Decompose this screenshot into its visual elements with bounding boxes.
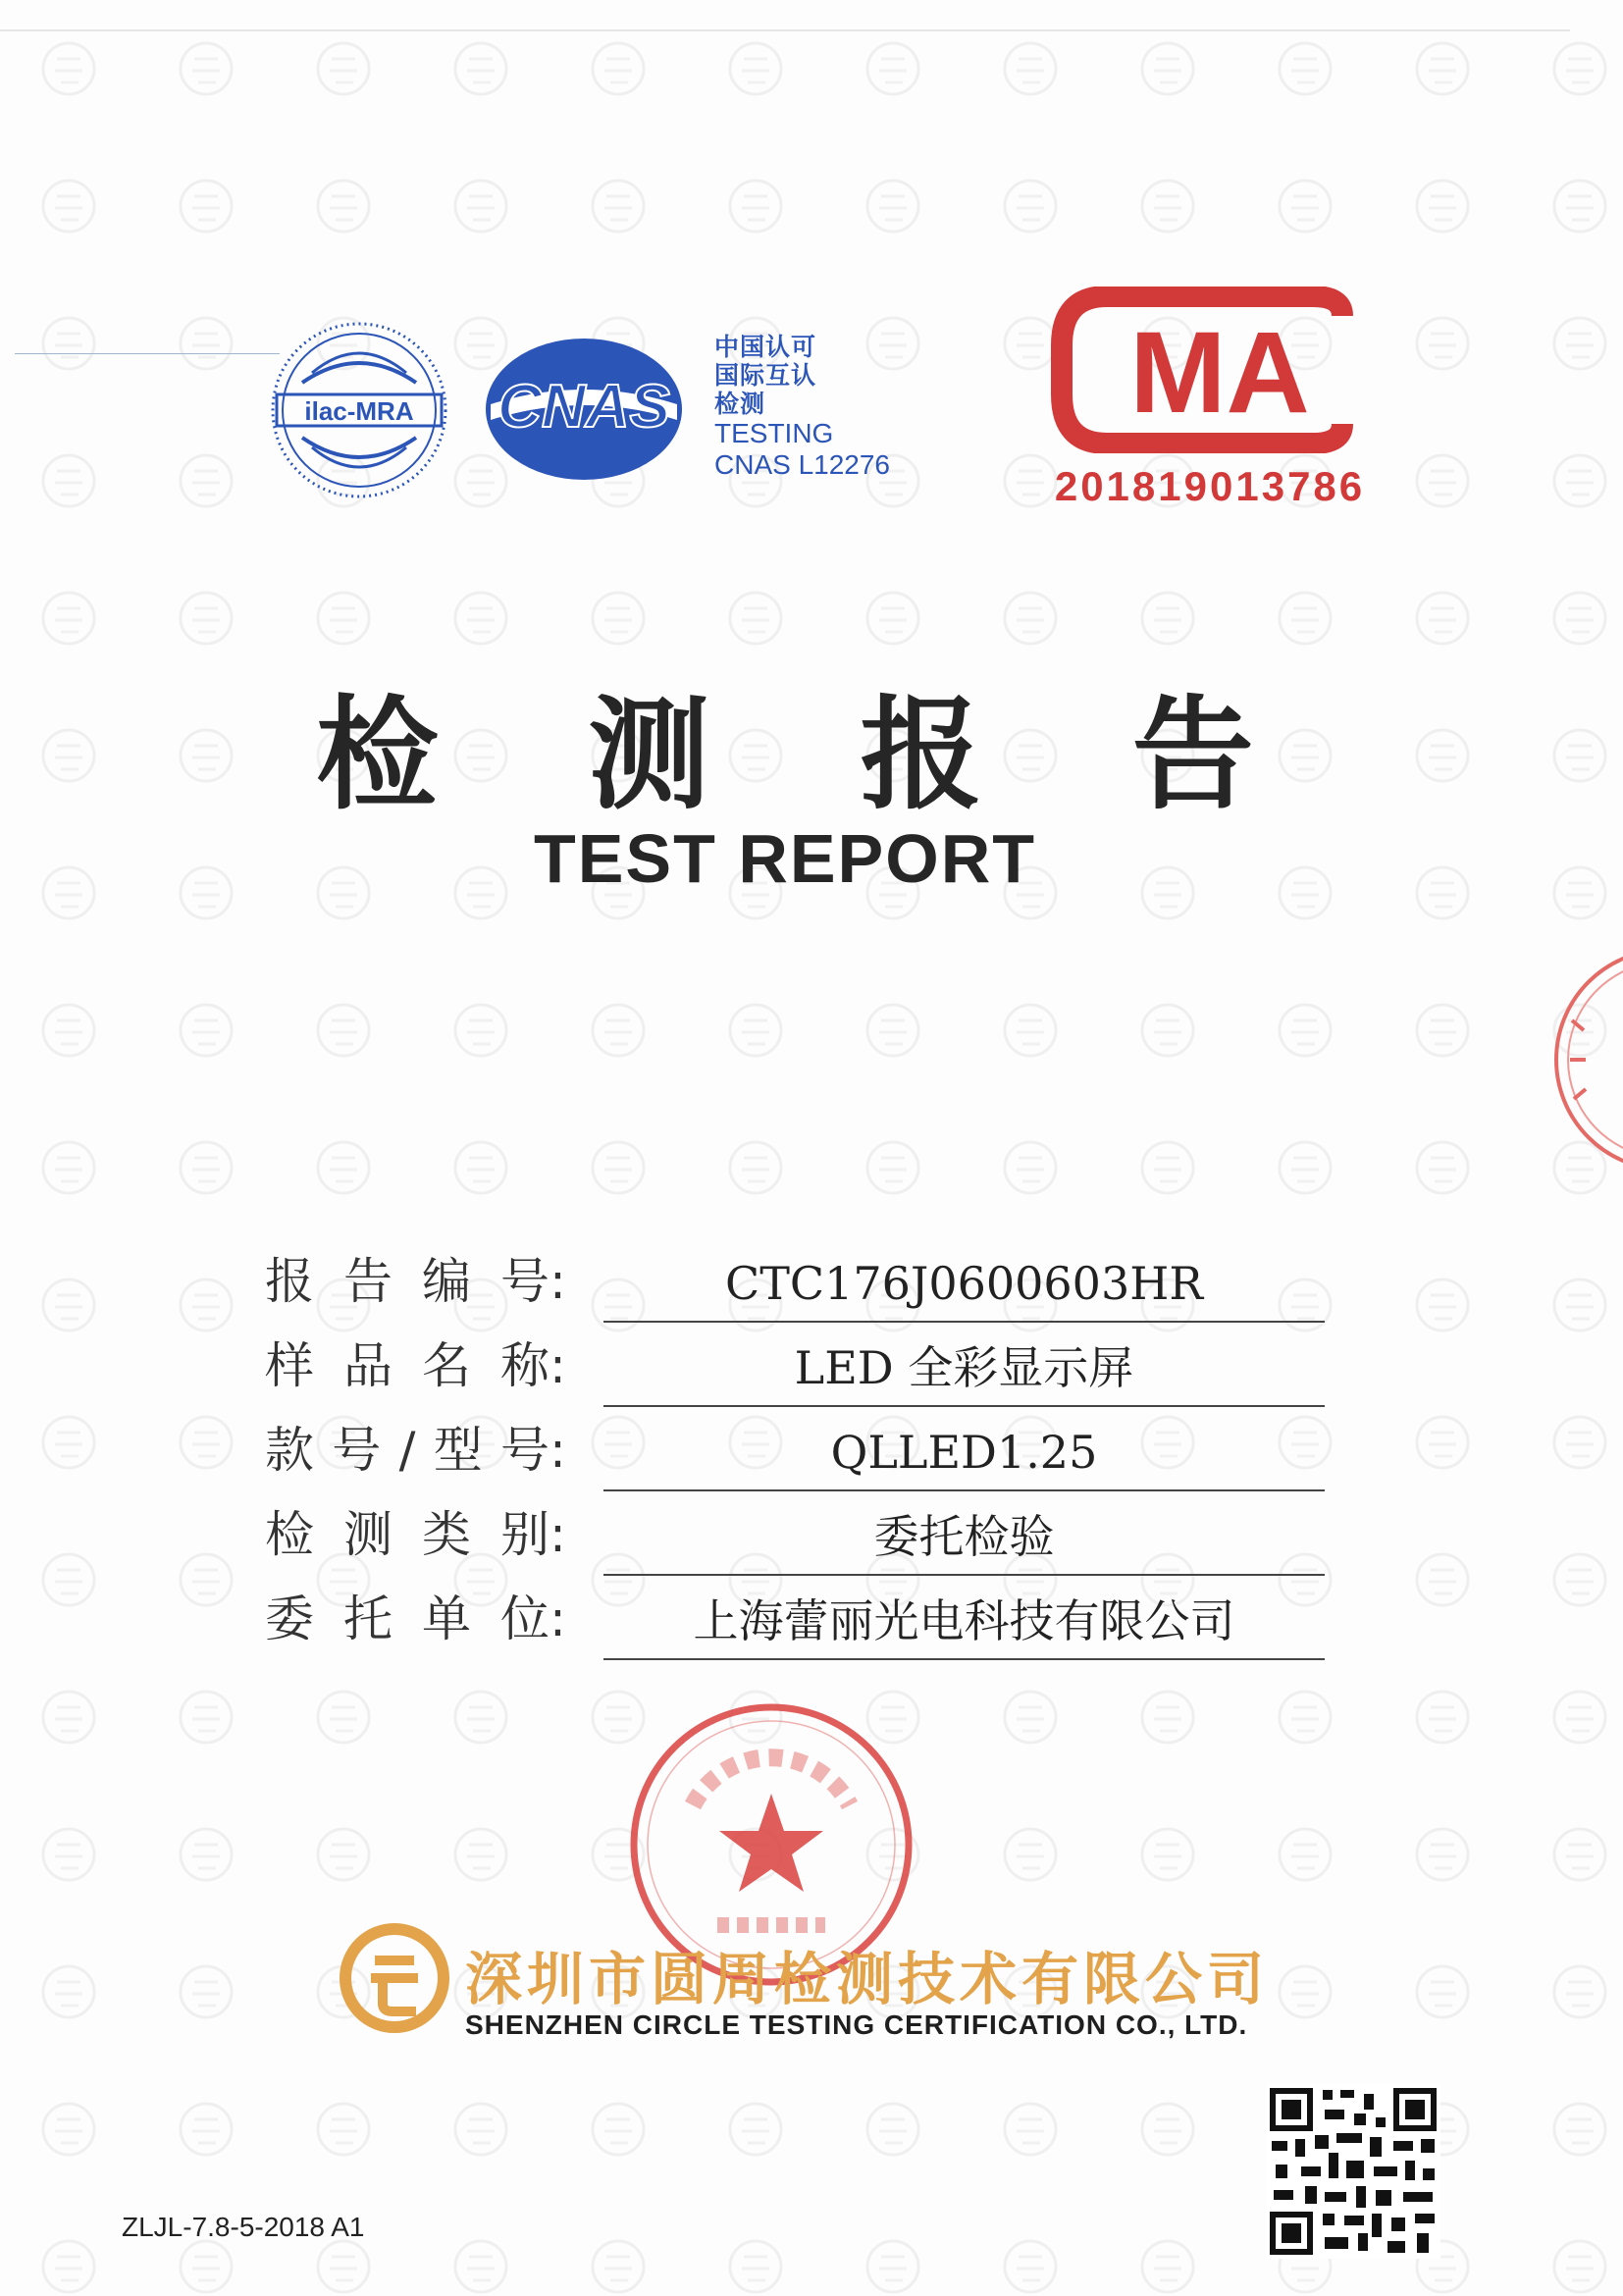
company-name-chinese: 深圳市圆周检测技术有限公司 [465, 1946, 1270, 2012]
field-value: QLLED1.25 [603, 1411, 1325, 1491]
field-colon: : [550, 1253, 566, 1310]
scan-edge-line [0, 29, 1570, 31]
ilac-mra-logo-icon [263, 314, 455, 506]
field-colon: : [550, 1506, 566, 1563]
company-name-english: SHENZHEN CIRCLE TESTING CERTIFICATION CO., LTD. [465, 2009, 1248, 2040]
field-label: 检测类别 [265, 1506, 550, 1563]
field-client [265, 1580, 1325, 1666]
field-value: CTC176J0600603HR [603, 1242, 1325, 1323]
cnas-line-1: 中国认可 [714, 333, 817, 361]
field-model-number [265, 1411, 1325, 1497]
field-colon: : [550, 1591, 566, 1647]
cnas-logo-icon [483, 336, 685, 483]
cnas-accreditation-text [714, 334, 890, 482]
field-label: 样品名称 [265, 1337, 550, 1394]
qr-code-icon [1266, 2084, 1440, 2259]
cnas-line-2: 国际互认 [714, 360, 817, 390]
svg-text:CNAS: CNAS [497, 373, 670, 441]
title-chinese: 检 测 报 告 [316, 685, 1308, 826]
cnas-line-3: 检测 [714, 389, 766, 418]
scan-guide-line [15, 353, 280, 354]
field-value: LED 全彩显示屏 [603, 1327, 1325, 1407]
field-label: 报告编号 [265, 1253, 550, 1310]
field-label: 委托单位 [265, 1591, 550, 1647]
field-colon: : [550, 1337, 566, 1394]
field-value: 上海蕾丽光电科技有限公司 [603, 1580, 1325, 1660]
field-label: 款号/型号 [265, 1422, 550, 1479]
field-test-category [265, 1495, 1325, 1582]
field-value: 委托检验 [603, 1495, 1325, 1576]
field-report-number [265, 1242, 1325, 1329]
side-seal-icon [1550, 942, 1623, 1177]
cnas-line-5: CNAS L12276 [714, 449, 891, 481]
document-code: ZLJL-7.8-5-2018 A1 [122, 2212, 365, 2242]
circle-testing-logo-icon [338, 1921, 451, 2035]
cma-logo-icon [1048, 287, 1372, 453]
svg-text:ilac-MRA: ilac-MRA [304, 396, 414, 426]
svg-text:MA: MA [1129, 308, 1310, 438]
cma-number: 201819013786 [1054, 463, 1366, 509]
field-sample-name [265, 1327, 1325, 1413]
field-colon: : [550, 1422, 566, 1479]
title-english: TEST REPORT [533, 820, 1037, 897]
cnas-line-4: TESTING [714, 418, 834, 449]
